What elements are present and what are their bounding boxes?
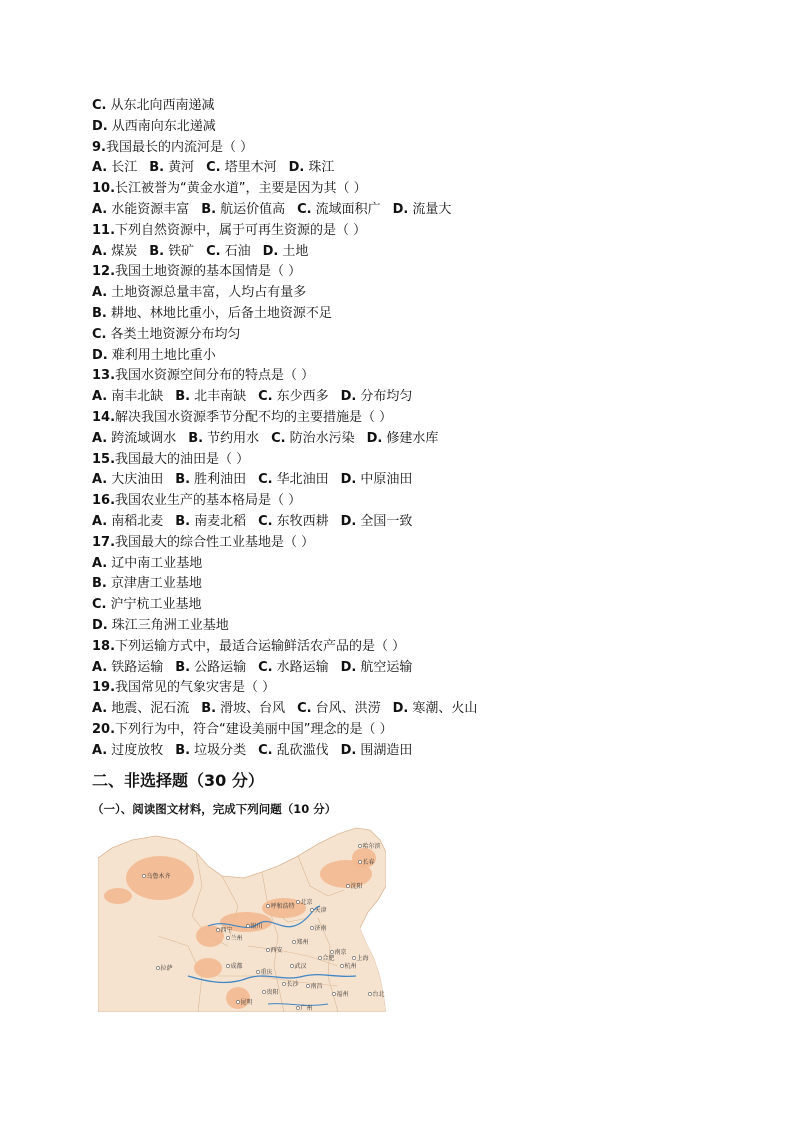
option (289, 158, 335, 179)
option (92, 741, 163, 762)
option-letter: C. (92, 597, 107, 613)
option-text: 寒潮、火山 (412, 701, 478, 717)
city-dot (290, 964, 293, 967)
city-label: 济南 (314, 925, 327, 932)
option-text: 航运价值高 (220, 201, 286, 217)
question-text: 下列自然资源中，属于可再生资源的是（ ） (115, 222, 367, 238)
option-text: 铁矿 (168, 243, 195, 259)
option-letter: B. (149, 160, 165, 176)
option-letter: D. (340, 472, 357, 488)
question-stem (92, 533, 712, 554)
option (92, 595, 712, 616)
options-row (92, 158, 712, 179)
option (92, 346, 712, 367)
city-dot (216, 928, 219, 931)
option-text: 耕地、林地比重小，后备土地资源不足 (110, 305, 332, 321)
city-dot (236, 1000, 239, 1003)
option-text: 从西南向东北递减 (111, 118, 216, 134)
option (92, 325, 712, 346)
city-dot (358, 844, 361, 847)
option-text: 北丰南缺 (194, 389, 247, 405)
question-stem (92, 262, 712, 283)
options-row (92, 741, 712, 762)
question-number: 15. (92, 451, 116, 467)
option-letter: C. (92, 326, 107, 342)
question-number: 9. (92, 139, 106, 155)
option-letter: D. (340, 513, 357, 529)
option-letter: B. (175, 659, 191, 675)
option (92, 242, 137, 263)
question-text: 我国水资源空间分布的特点是（ ） (115, 368, 315, 384)
option-text: 京津唐工业基地 (110, 576, 202, 592)
option (92, 96, 712, 117)
questions-13-16 (92, 366, 712, 532)
option-text: 中原油田 (360, 472, 413, 488)
question-number: 20. (92, 721, 116, 737)
question-stem (92, 637, 712, 658)
option-text: 水能资源丰富 (111, 201, 190, 217)
option (175, 741, 246, 762)
option (341, 470, 413, 491)
city-dot (346, 884, 349, 887)
question-stem (92, 366, 712, 387)
option-text: 分布均匀 (360, 389, 413, 405)
option (271, 429, 355, 450)
question-number: 17. (92, 534, 116, 550)
option-letter: D. (92, 118, 108, 134)
option-letter: D. (392, 701, 409, 717)
city-dot (266, 948, 269, 951)
option-letter: B. (201, 701, 217, 717)
option (201, 200, 285, 221)
option-text: 公路运输 (194, 659, 247, 675)
city-dot (296, 900, 299, 903)
option-letter: A. (92, 430, 108, 446)
city-dot (330, 950, 333, 953)
question-text: 我国常见的气象灾害是（ ） (115, 680, 276, 696)
questions-18-20 (92, 637, 712, 762)
city-label: 天津 (314, 907, 327, 914)
option (258, 387, 329, 408)
option (393, 699, 478, 720)
question-number: 10. (92, 181, 116, 197)
city-dot (266, 904, 269, 907)
question-stem (92, 221, 712, 242)
option-letter: A. (92, 201, 108, 217)
option-letter: D. (92, 347, 108, 363)
option-text: 航空运输 (360, 659, 413, 675)
option-text: 南麦北稻 (194, 513, 247, 529)
options-row (92, 699, 712, 720)
city-dot (310, 926, 313, 929)
option-text: 流量大 (412, 201, 452, 217)
city-label: 广州 (300, 1005, 313, 1012)
option-text: 石油 (224, 243, 251, 259)
option-text: 土地资源总量丰富，人均占有量多 (111, 285, 307, 301)
option (297, 200, 381, 221)
city-label: 长沙 (286, 981, 299, 988)
city-label: 乌鲁木齐 (146, 873, 171, 880)
question-stem (92, 138, 712, 159)
option-text: 全国一致 (360, 513, 413, 529)
option-text: 各类土地资源分布均匀 (110, 326, 241, 342)
option-letter: C. (92, 98, 107, 113)
city-dot (368, 992, 371, 995)
option-letter: D. (262, 243, 279, 259)
options-row (92, 200, 712, 221)
city-label: 上海 (356, 955, 369, 962)
option-text: 垃圾分类 (194, 742, 247, 758)
options-row (92, 512, 712, 533)
option (92, 554, 712, 575)
section-title: 二、非选择题（30 分） (92, 770, 264, 790)
option-text: 南丰北缺 (111, 389, 164, 405)
option-letter: C. (271, 430, 286, 446)
option-letter: B. (201, 201, 217, 217)
question-number: 11. (92, 222, 116, 238)
question-text: 长江被誉为“黄金水道”，主要是因为其（ ） (115, 181, 367, 197)
option-text: 辽中南工业基地 (111, 555, 203, 571)
option (92, 512, 163, 533)
option-letter: A. (92, 701, 108, 717)
option-text: 乱砍滥伐 (276, 742, 329, 758)
city-dot (226, 964, 229, 967)
option-letter: A. (92, 742, 108, 758)
options-row (92, 429, 712, 450)
option-text: 防治水污染 (289, 430, 355, 446)
option-letter: B. (175, 472, 191, 488)
option-text: 水路运输 (276, 659, 329, 675)
question-text: 我国农业生产的基本格局是（ ） (115, 493, 302, 509)
question-number: 12. (92, 264, 116, 280)
option (341, 741, 413, 762)
option (92, 387, 163, 408)
option-letter: D. (92, 617, 108, 633)
option (92, 616, 712, 637)
city-dot (310, 908, 313, 911)
option-letter: C. (297, 701, 312, 717)
option (341, 387, 413, 408)
option (175, 512, 246, 533)
option-text: 塔里木河 (224, 160, 277, 176)
option-text: 珠江 (308, 160, 335, 176)
options-row (92, 242, 712, 263)
option (258, 741, 329, 762)
option (393, 200, 452, 221)
city-dot (226, 936, 229, 939)
option (297, 699, 381, 720)
option-text: 华北油田 (276, 472, 329, 488)
city-label: 合肥 (322, 955, 335, 962)
option-text: 节约用水 (207, 430, 260, 446)
city-dot (156, 966, 159, 969)
question-stem (92, 678, 712, 699)
option-text: 大庆油田 (111, 472, 164, 488)
option (341, 512, 413, 533)
option-letter: B. (149, 243, 165, 259)
question-stem (92, 179, 712, 200)
option (175, 470, 246, 491)
city-dot (306, 984, 309, 987)
option (92, 699, 189, 720)
city-label: 杭州 (344, 963, 357, 970)
question-text: 下列运输方式中，最适合运输鲜活农产品的是（ ） (115, 638, 406, 654)
option-text: 跨流域调水 (111, 430, 177, 446)
option (92, 117, 712, 138)
city-dot (352, 956, 355, 959)
city-dot (256, 970, 259, 973)
city-label: 南京 (334, 949, 347, 956)
options-row (92, 470, 712, 491)
question-number: 14. (92, 409, 116, 425)
city-label: 重庆 (260, 969, 273, 976)
question-text: 我国最大的油田是（ ） (115, 451, 250, 467)
option-letter: D. (340, 389, 357, 405)
option (92, 658, 163, 679)
option (188, 429, 259, 450)
option-letter: C. (258, 513, 273, 529)
option-letter: A. (92, 389, 108, 405)
option (92, 304, 712, 325)
city-label: 哈尔滨 (362, 843, 381, 850)
option (92, 470, 163, 491)
option-letter: A. (92, 243, 108, 259)
question-text: 我国最大的综合性工业基地是（ ） (115, 534, 315, 550)
city-label: 长春 (362, 859, 375, 866)
option-letter: D. (340, 742, 357, 758)
option (149, 242, 194, 263)
question-text: 解决我国水资源季节分配不均的主要措施是（ ） (115, 409, 393, 425)
question-17 (92, 533, 712, 637)
option-text: 流域面积广 (315, 201, 381, 217)
option-letter: C. (206, 243, 221, 259)
city-dot (142, 874, 145, 877)
exam-content (92, 96, 712, 822)
option-text: 东少西多 (276, 389, 329, 405)
option-letter: D. (366, 430, 383, 446)
option (367, 429, 439, 450)
option-letter: B. (175, 513, 191, 529)
option (92, 158, 137, 179)
question-stem (92, 491, 712, 512)
city-label: 郑州 (296, 939, 309, 946)
city-label: 拉萨 (160, 965, 173, 972)
city-dot (332, 992, 335, 995)
city-dot (358, 860, 361, 863)
city-label: 昆明 (240, 999, 253, 1006)
city-dot (292, 940, 295, 943)
region-sichuan (194, 958, 222, 978)
question-text: 我国最长的内流河是（ ） (105, 139, 254, 155)
city-label: 贵阳 (266, 989, 279, 996)
option-text: 胜利油田 (194, 472, 247, 488)
questions-9-11 (92, 138, 712, 263)
city-dot (340, 964, 343, 967)
city-label: 成都 (230, 963, 243, 970)
question-stem (92, 408, 712, 429)
option-letter: C. (297, 201, 312, 217)
city-label: 福州 (336, 991, 349, 998)
option-letter: B. (175, 742, 191, 758)
question-number: 16. (92, 493, 116, 509)
city-label: 武汉 (294, 963, 307, 970)
option-text: 煤炭 (111, 243, 138, 259)
option-letter: A. (92, 513, 108, 529)
city-label: 西安 (270, 947, 283, 954)
option-letter: A. (92, 160, 108, 176)
option-letter: C. (258, 742, 273, 758)
option-text: 地震、泥石流 (111, 701, 190, 717)
part-title: （一）、阅读图文材料，完成下列问题（10 分） (92, 801, 337, 816)
city-dot (296, 1006, 299, 1009)
option-text: 沪宁杭工业基地 (110, 597, 202, 613)
option-text: 围湖造田 (360, 742, 413, 758)
option (175, 658, 246, 679)
city-label: 西宁 (220, 927, 233, 934)
options-row (92, 387, 712, 408)
option-letter: B. (188, 430, 204, 446)
option-letter: C. (258, 472, 273, 488)
question-number: 18. (92, 638, 116, 654)
city-label: 沈阳 (350, 883, 363, 890)
option-letter: A. (92, 285, 108, 301)
option-text: 难利用土地比重小 (111, 347, 216, 363)
question-number: 13. (92, 368, 116, 384)
option-letter: C. (258, 389, 273, 405)
option (92, 283, 712, 304)
option-letter: A. (92, 472, 108, 488)
option (175, 387, 246, 408)
option (258, 470, 329, 491)
option-text: 滑坡、台风 (220, 701, 286, 717)
option-text: 台风、洪涝 (315, 701, 381, 717)
option (92, 200, 189, 221)
option-letter: C. (258, 659, 273, 675)
option-letter: A. (92, 555, 108, 571)
city-dot (246, 924, 249, 927)
city-label: 呼和浩特 (270, 903, 295, 910)
city-dot (282, 982, 285, 985)
option-text: 从东北向西南递减 (110, 98, 215, 113)
option-letter: B. (92, 305, 107, 321)
option-text: 南稻北麦 (111, 513, 164, 529)
option-letter: D. (288, 160, 305, 176)
option (258, 512, 329, 533)
option-text: 长江 (111, 160, 138, 176)
city-dot (262, 990, 265, 993)
option-text: 东牧西耕 (276, 513, 329, 529)
china-map (98, 826, 386, 1012)
city-label: 台北 (372, 991, 385, 998)
region-xinjiang-2 (104, 888, 132, 904)
option (92, 574, 712, 595)
city-label: 兰州 (230, 935, 243, 942)
question-text: 下列行为中，符合“建设美丽中国”理念的是（ ） (115, 721, 393, 737)
option-text: 修建水库 (386, 430, 439, 446)
option-letter: C. (206, 160, 221, 176)
option (92, 429, 176, 450)
option (149, 158, 194, 179)
option (341, 658, 413, 679)
city-dot (318, 956, 321, 959)
option-text: 铁路运输 (111, 659, 164, 675)
option-text: 过度放牧 (111, 742, 164, 758)
question-8-continuation (92, 96, 712, 138)
option-letter: A. (92, 659, 108, 675)
option (263, 242, 309, 263)
option (206, 242, 251, 263)
option (258, 658, 329, 679)
option-text: 土地 (282, 243, 309, 259)
option-letter: B. (175, 389, 191, 405)
question-number: 19. (92, 680, 116, 696)
question-stem (92, 720, 712, 741)
map-svg (98, 826, 386, 1012)
option-letter: D. (340, 659, 357, 675)
option-letter: B. (92, 576, 107, 592)
city-label: 银川 (250, 923, 263, 930)
option-letter: D. (392, 201, 409, 217)
question-stem (92, 450, 712, 471)
option (201, 699, 285, 720)
city-label: 南昌 (310, 983, 323, 990)
option-text: 黄河 (168, 160, 195, 176)
option-text: 珠江三角洲工业基地 (111, 617, 229, 633)
question-text: 我国土地资源的基本国情是（ ） (115, 264, 302, 280)
options-row (92, 658, 712, 679)
city-label: 北京 (300, 899, 313, 906)
option (206, 158, 277, 179)
question-12 (92, 262, 712, 366)
